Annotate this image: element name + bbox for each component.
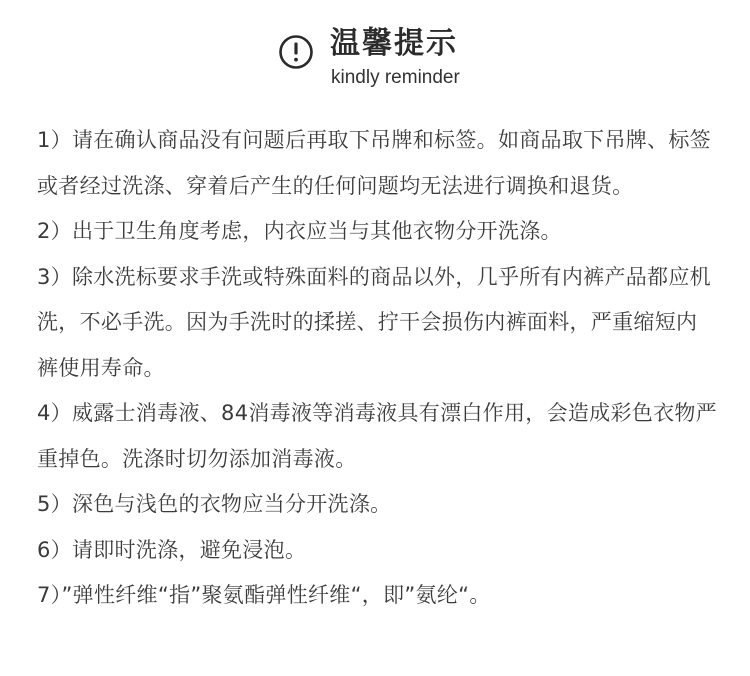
reminder-item-6: 6）请即时洗涤，避免浸泡。 — [37, 537, 307, 562]
reminder-item-4: 4）威露士消毒液、84消毒液等消毒液具有漂白作用，会造成彩色衣物严重掉色。洗涤时切勿添加消毒液。 — [37, 401, 717, 471]
reminder-item-7: 7）”弹性纤维“指”聚氨酯弹性纤维“，即”氨纶“。 — [37, 583, 491, 607]
reminder-item-3: 3）除水洗标要求手洗或特殊面料的商品以外，几乎所有内裤产品都应机洗，不必手洗。因为手洗时的揉搓、拧干会损伤内裤面料，严重缩短内裤使用寿命。 — [37, 264, 711, 380]
reminder-item-2: 2）出于卫生角度考虑，内衣应当与其他衣物分开洗涤。 — [37, 219, 562, 243]
page-title: 温馨提示 — [330, 26, 458, 61]
reminder-header — [0, 24, 750, 94]
page-subtitle: kindly reminder — [331, 67, 460, 88]
reminder-item-5: 5）深色与浅色的衣物应当分开洗涤。 — [37, 492, 392, 516]
exclamation-circle-icon — [278, 34, 314, 70]
reminder-list — [37, 118, 717, 619]
reminder-item-1: 1）请在确认商品没有问题后再取下吊牌和标签。如商品取下吊牌、标签或者经过洗涤、穿着后产生的任何问题均无法进行调换和退货。 — [37, 128, 711, 198]
